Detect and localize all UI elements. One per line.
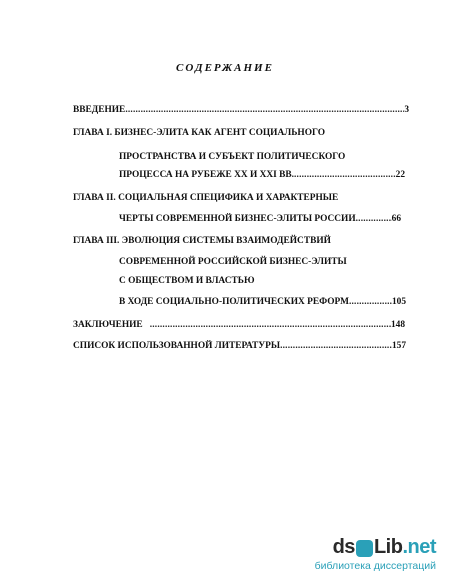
toc-entry-text: ЧЕРТЫ СОВРЕМЕННОЙ БИЗНЕС-ЭЛИТЫ РОССИИ <box>119 214 356 224</box>
toc-entry-text: ЗАКЛЮЧЕНИЕ <box>73 320 150 330</box>
toc-entry-text: СОВРЕМЕННОЙ РОССИЙСКОЙ БИЗНЕС-ЭЛИТЫ <box>119 257 347 267</box>
toc-entry-chapter-3-line-3 <box>119 275 255 287</box>
toc-dot-leader <box>349 296 392 308</box>
logo-text-left: ds <box>332 536 355 558</box>
toc-entry-text: ГЛАВА III. ЭВОЛЮЦИЯ СИСТЕМЫ ВЗАИМОДЕЙСТВИЙ <box>73 236 331 246</box>
toc-entry-chapter-3-line-1 <box>73 235 331 247</box>
toc-entry-page: 3 <box>404 105 409 115</box>
toc-dot-leader <box>150 319 391 331</box>
toc-entry-chapter-1-line-2 <box>119 151 345 163</box>
toc-entry-page: 148 <box>390 320 405 330</box>
site-watermark <box>315 536 436 572</box>
toc-dot-leader <box>294 169 396 181</box>
toc-entry-chapter-3-line-4 <box>119 296 406 308</box>
toc-dot-leader <box>125 104 404 116</box>
book-icon <box>356 540 373 557</box>
toc-entry-page: 22 <box>395 170 405 180</box>
toc-dot-leader <box>356 213 392 225</box>
toc-entry-chapter-3-line-2 <box>119 256 347 268</box>
toc-entry-text: С ОБЩЕСТВОМ И ВЛАСТЬЮ <box>119 276 255 286</box>
page-title: СОДЕРЖАНИЕ <box>176 62 274 74</box>
toc-dot-leader <box>280 340 392 352</box>
logo-text-right: Lib <box>373 536 403 558</box>
toc-entry-text: СПИСОК ИСПОЛЬЗОВАННОЙ ЛИТЕРАТУРЫ <box>73 341 281 351</box>
toc-entry-chapter-1-line-1 <box>73 127 325 139</box>
toc-entry-text: ГЛАВА II. СОЦИАЛЬНАЯ СПЕЦИФИКА И ХАРАКТЕРНЫЕ <box>73 193 339 203</box>
toc-entry-conclusion <box>73 319 405 331</box>
toc-entry-text: В ХОДЕ СОЦИАЛЬНО-ПОЛИТИЧЕСКИХ РЕФОРМ <box>119 297 349 307</box>
toc-entry-introduction <box>73 104 409 116</box>
logo-tld: .net <box>402 536 436 558</box>
toc-entry-page: 66 <box>391 214 401 224</box>
toc-entry-chapter-2-line-1 <box>73 192 338 204</box>
logo-tagline: библиотека диссертаций <box>314 560 436 572</box>
toc-entry-chapter-1-line-3 <box>119 169 405 181</box>
toc-entry-text: ГЛАВА I. БИЗНЕС-ЭЛИТА КАК АГЕНТ СОЦИАЛЬНОГО <box>73 128 326 138</box>
toc-entry-page: 157 <box>391 341 406 351</box>
toc-entry-text: ВВЕДЕНИЕ <box>73 105 126 115</box>
toc-entry-bibliography <box>73 340 406 352</box>
toc-entry-text: ПРОЦЕССА НА РУБЕЖЕ XX И XXI ВВ. <box>119 170 294 180</box>
toc-entry-text: ПРОСТРАНСТВА И СУБЪЕКТ ПОЛИТИЧЕСКОГО <box>119 152 346 162</box>
dslib-logo <box>333 536 436 559</box>
toc-entry-chapter-2-line-2 <box>119 213 401 225</box>
toc-entry-page: 105 <box>391 297 406 307</box>
